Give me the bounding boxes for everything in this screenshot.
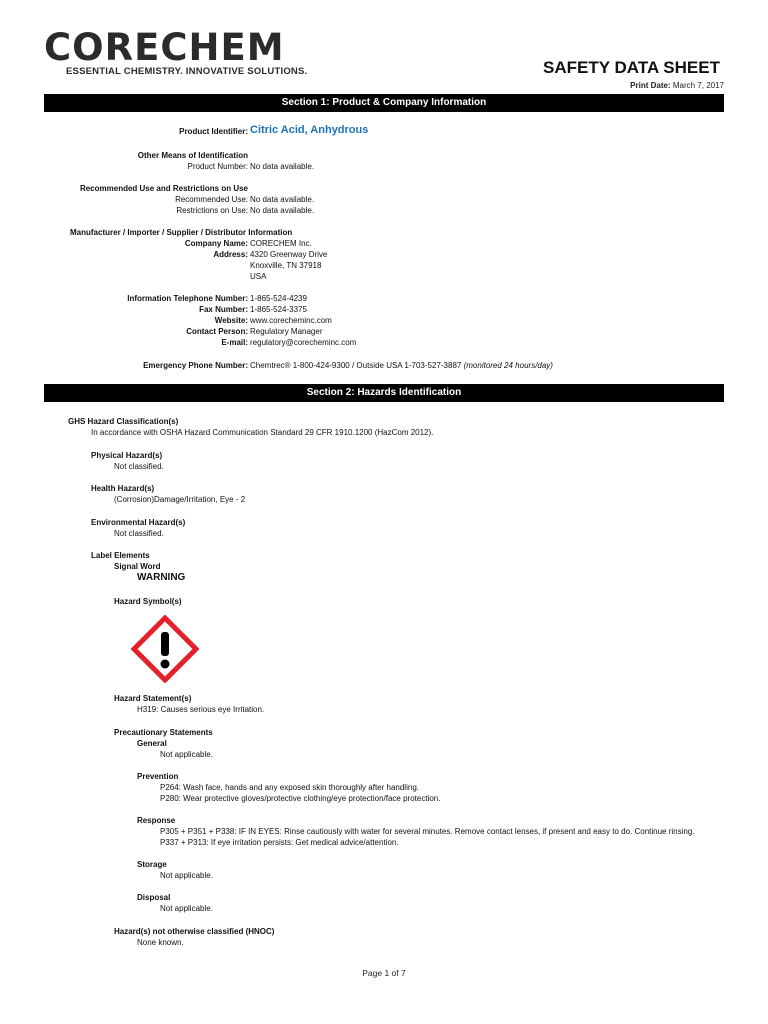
contact-person: Regulatory Manager [250,327,323,336]
section2-bar: Section 2: Hazards Identification [44,384,724,402]
tagline: ESSENTIAL CHEMISTRY. INNOVATIVE SOLUTIONS. [66,66,308,77]
general-heading: General [137,739,167,748]
restrictions-label: Restrictions on Use: [176,206,248,215]
signal-word: WARNING [137,572,186,583]
signal-word-heading: Signal Word [114,562,161,571]
hazard-symbols-heading: Hazard Symbol(s) [114,597,182,606]
product-identifier-label: Product Identifier: [179,127,248,136]
product-number-label: Product Number: [187,162,248,171]
hazard-statements-heading: Hazard Statement(s) [114,694,192,703]
page-number: Page 1 of 7 [362,968,406,978]
health-heading: Health Hazard(s) [91,484,155,493]
exclamation-mark-pictogram-icon [131,615,199,683]
recommended-heading: Recommended Use and Restrictions on Use [79,184,248,193]
logo-text: CORECHEM [44,26,285,69]
physical-heading: Physical Hazard(s) [91,451,163,460]
response-heading: Response [137,816,176,825]
fax-number: 1-865-524-3375 [250,305,307,314]
document-title: SAFETY DATA SHEET [543,58,720,77]
response-p305: P305 + P351 + P338: IF IN EYES: Rinse cautiously with water for several minutes. Remove contact lenses, if present and easy to do. Continue rinsing. [160,827,695,836]
label-elements-heading: Label Elements [91,551,150,560]
recommended-use-label: Recommended Use: [175,195,248,204]
product-number: No data available. [250,162,315,171]
prevention-p280: P280: Wear protective gloves/protective clothing/eye protection/face protection. [160,794,441,803]
section1-bar: Section 1: Product & Company Information [44,94,724,112]
address-label: Address: [213,250,248,259]
company-name: CORECHEM Inc. [250,239,312,248]
prevention-p264: P264: Wash face, hands and any exposed skin thoroughly after handling. [160,783,419,792]
environmental-heading: Environmental Hazard(s) [91,518,186,527]
ghs-heading: GHS Hazard Classification(s) [68,417,179,426]
physical-text: Not classified. [114,462,164,471]
storage-text: Not applicable. [160,871,213,880]
corechem-logo [44,28,285,68]
hnoc-heading: Hazard(s) not otherwise classified (HNOC) [114,927,275,936]
fax-label: Fax Number: [199,305,248,314]
disposal-heading: Disposal [137,893,171,902]
product-identifier: Citric Acid, Anhydrous [250,124,369,136]
response-p337: P337 + P313: If eye irritation persists: Get medical advice/attention. [160,838,399,847]
contact-label: Contact Person: [186,327,248,336]
emergency-note: (monitored 24 hours/day) [463,361,553,370]
email: regulatory@corecheminc.com [250,338,357,347]
emergency-numbers: Chemtrec® 1-800-424-9300 / Outside USA 1-703-527-3887 [250,361,462,370]
emergency-label: Emergency Phone Number: [143,361,248,370]
print-date-label: Print Date: [630,81,671,90]
environmental-text: Not classified. [114,529,164,538]
hnoc-text: None known. [137,938,184,947]
emergency-phone [250,360,553,371]
website-label: Website: [214,316,248,325]
print-date-value: March 7, 2017 [672,81,724,90]
general-text: Not applicable. [160,750,213,759]
hazard-statement: H319: Causes serious eye Irritation. [137,705,265,714]
address-line1: 4320 Greenway Drive [250,250,328,259]
recommended-use: No data available. [250,195,315,204]
restrictions: No data available. [250,206,315,215]
info-phone: 1-865-524-4239 [250,294,307,303]
other-means-heading: Other Means of Identification [137,151,248,160]
manufacturer-heading: Manufacturer / Importer / Supplier / Distributor Information [70,228,293,237]
address-line3: USA [250,272,267,281]
company-name-label: Company Name: [184,239,248,248]
website: www.corecheminc.com [250,316,332,325]
email-label: E-mail: [221,338,248,347]
address-line2: Knoxville, TN 37918 [250,261,322,270]
storage-heading: Storage [137,860,167,869]
disposal-text: Not applicable. [160,904,213,913]
info-phone-label: Information Telephone Number: [127,294,248,303]
prevention-heading: Prevention [137,772,179,781]
ghs-text: In accordance with OSHA Hazard Communication Standard 29 CFR 1910.1200 (HazCom 2012). [91,428,434,437]
health-text: (Corrosion)Damage/Irritation, Eye - 2 [114,495,246,504]
print-date [630,81,724,90]
precautionary-heading: Precautionary Statements [114,728,213,737]
